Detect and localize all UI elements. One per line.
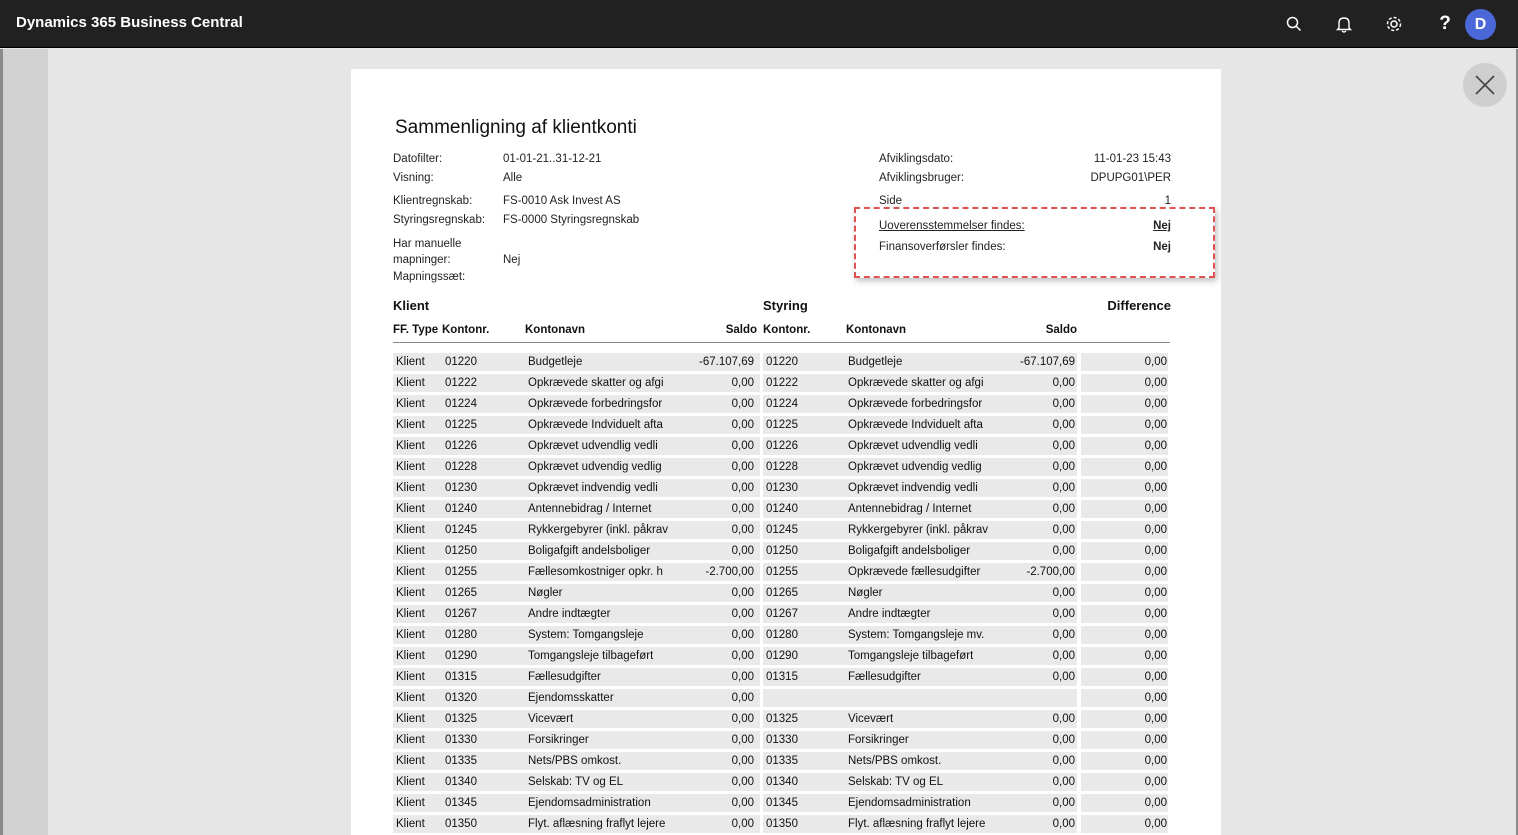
cell-ff-type: Klient: [396, 377, 425, 389]
cell-kontonr: 01267: [445, 608, 477, 620]
meta-label-datofilter: Datofilter:: [393, 153, 443, 165]
cell-styring-kontonavn: Forsikringer: [848, 734, 909, 746]
meta-label-visning: Visning:: [393, 172, 434, 184]
cell-ff-type: Klient: [396, 419, 425, 431]
meta-value-afviklingsdato: 11-01-23 15:43: [1093, 153, 1171, 165]
table-row: [393, 584, 1173, 605]
cell-styring-kontonavn: Opkrævet udvendlig vedli: [848, 440, 978, 452]
cell-saldo: 0,00: [731, 440, 754, 452]
cell-kontonavn: Opkrævet udvendlig vedli: [528, 440, 658, 452]
cell-styring-kontonavn: Antennebidrag / Internet: [848, 503, 972, 515]
cell-styring-kontonr: 01245: [766, 524, 798, 536]
meta-label-finansoverforsler: Finansoverførsler findes:: [879, 241, 1006, 253]
table-row: [393, 605, 1173, 626]
table-row: [393, 416, 1173, 437]
cell-difference: 0,00: [1144, 629, 1167, 641]
cell-kontonavn: Nets/PBS omkost.: [528, 755, 622, 767]
cell-kontonr: 01290: [445, 650, 477, 662]
cell-ff-type: Klient: [396, 671, 425, 683]
cell-styring-kontonr: 01350: [766, 818, 798, 830]
report-table: [393, 353, 1173, 835]
cell-difference: 0,00: [1144, 776, 1167, 788]
avatar[interactable]: D: [1465, 9, 1496, 40]
cell-kontonavn: Fællesudgifter: [528, 671, 601, 683]
col-header-styring-kontonr: Kontonr.: [763, 324, 811, 336]
side-panel: [3, 49, 48, 835]
cell-saldo: 0,00: [731, 818, 754, 830]
cell-saldo: -67.107,69: [699, 356, 754, 368]
cell-kontonavn: Opkrævede Indviduelt afta: [528, 419, 663, 431]
cell-saldo: 0,00: [731, 608, 754, 620]
cell-styring-saldo: 0,00: [1052, 419, 1075, 431]
col-header-styring-saldo: Saldo: [1045, 324, 1077, 336]
cell-styring-kontonr: 01230: [766, 482, 798, 494]
cell-styring-kontonavn: Flyt. aflæsning fraflyt lejere: [848, 818, 986, 830]
table-row: [393, 794, 1173, 815]
meta-value-datofilter: 01-01-21..31-12-21: [503, 153, 602, 165]
cell-styring-kontonavn: System: Tomgangsleje mv.: [848, 629, 985, 641]
cell-styring-kontonr: 01340: [766, 776, 798, 788]
cell-styring-kontonr: 01330: [766, 734, 798, 746]
cell-ff-type: Klient: [396, 356, 425, 368]
table-row: [393, 668, 1173, 689]
cell-styring-saldo: 0,00: [1052, 629, 1075, 641]
cell-difference: 0,00: [1144, 755, 1167, 767]
cell-difference: 0,00: [1144, 692, 1167, 704]
cell-styring-kontonavn: Vicevært: [848, 713, 894, 725]
table-row: [393, 353, 1173, 374]
cell-kontonr: 01240: [445, 503, 477, 515]
cell-styring-kontonavn: Ejendomsadministration: [848, 797, 971, 809]
table-row: [393, 563, 1173, 584]
cell-saldo: 0,00: [731, 419, 754, 431]
cell-styring-saldo: 0,00: [1052, 776, 1075, 788]
cell-saldo: 0,00: [731, 377, 754, 389]
cell-kontonr: 01226: [445, 440, 477, 452]
cell-styring-kontonavn: Nets/PBS omkost.: [848, 755, 942, 767]
meta-label-styringsregnskab: Styringsregnskab:: [393, 214, 486, 226]
cell-saldo: 0,00: [731, 545, 754, 557]
cell-ff-type: Klient: [396, 461, 425, 473]
cell-styring-saldo: [1003, 689, 1075, 707]
table-row: [393, 626, 1173, 647]
cell-kontonavn: Vicevært: [528, 713, 574, 725]
search-icon[interactable]: [1282, 12, 1306, 36]
cell-kontonr: 01330: [445, 734, 477, 746]
cell-styring-saldo: 0,00: [1052, 713, 1075, 725]
cell-styring-kontonr: 01226: [766, 440, 798, 452]
col-header-styring-kontonavn: Kontonavn: [846, 324, 907, 336]
meta-value-klientregnskab: FS-0010 Ask Invest AS: [503, 195, 621, 207]
app-title[interactable]: Dynamics 365 Business Central: [16, 14, 243, 31]
cell-styring-kontonr: 01250: [766, 545, 798, 557]
cell-saldo: 0,00: [731, 692, 754, 704]
cell-kontonr: 01225: [445, 419, 477, 431]
meta-value-styringsregnskab: FS-0000 Styringsregnskab: [503, 214, 640, 226]
cell-styring-kontonr: 01224: [766, 398, 798, 410]
cell-styring-saldo: 0,00: [1052, 734, 1075, 746]
meta-label-manuelle-1: Har manuelle: [393, 238, 462, 250]
cell-ff-type: Klient: [396, 692, 425, 704]
col-header-saldo: Saldo: [725, 324, 757, 336]
meta-value-finansoverforsler: Nej: [1153, 241, 1171, 253]
cell-ff-type: Klient: [396, 734, 425, 746]
table-row: [393, 647, 1173, 668]
cell-styring-kontonavn: Boligafgift andelsboliger: [848, 545, 971, 557]
meta-label-mapningssaet: Mapningssæt:: [393, 271, 466, 283]
cell-styring-kontonr: 01265: [766, 587, 798, 599]
cell-styring-kontonr: 01222: [766, 377, 798, 389]
cell-kontonr: 01222: [445, 377, 477, 389]
help-icon[interactable]: ?: [1439, 13, 1451, 34]
cell-difference: 0,00: [1144, 482, 1167, 494]
cell-ff-type: Klient: [396, 650, 425, 662]
cell-styring-saldo: 0,00: [1052, 482, 1075, 494]
cell-kontonavn: Ejendomsskatter: [528, 692, 614, 704]
section-header-klient: Klient: [393, 298, 430, 313]
cell-kontonavn: Rykkergebyrer (inkl. påkrav: [528, 524, 668, 536]
cell-styring-saldo: 0,00: [1052, 377, 1075, 389]
cell-styring-kontonavn: Opkrævede fællesudgifter: [848, 566, 981, 578]
cell-kontonavn: System: Tomgangsleje: [528, 629, 644, 641]
cell-ff-type: Klient: [396, 566, 425, 578]
cell-styring-kontonavn: Opkrævede forbedringsfor: [848, 398, 983, 410]
section-header-styring: Styring: [763, 298, 808, 313]
cell-ff-type: Klient: [396, 797, 425, 809]
meta-label-klientregnskab: Klientregnskab:: [393, 195, 473, 207]
cell-kontonr: 01245: [445, 524, 477, 536]
cell-ff-type: Klient: [396, 545, 425, 557]
cell-kontonavn: Antennebidrag / Internet: [528, 503, 652, 515]
cell-kontonr: 01315: [445, 671, 477, 683]
cell-kontonr: 01230: [445, 482, 477, 494]
cell-saldo: -2.700,00: [705, 566, 754, 578]
cell-ff-type: Klient: [396, 818, 425, 830]
cell-styring-kontonavn: Opkrævet udvendig vedlig: [848, 461, 982, 473]
cell-kontonr: 01250: [445, 545, 477, 557]
cell-kontonavn: Opkrævede forbedringsfor: [528, 398, 663, 410]
cell-kontonr: 01255: [445, 566, 477, 578]
meta-value-visning: Alle: [503, 172, 523, 184]
cell-difference: 0,00: [1144, 818, 1167, 830]
cell-saldo: 0,00: [731, 755, 754, 767]
cell-difference: 0,00: [1144, 398, 1167, 410]
cell-styring-kontonr: 01225: [766, 419, 798, 431]
cell-saldo: 0,00: [731, 671, 754, 683]
cell-styring-saldo: 0,00: [1052, 503, 1075, 515]
table-row: [393, 374, 1173, 395]
cell-styring-saldo: -67.107,69: [1020, 356, 1075, 368]
meta-label-afviklingsbruger: Afviklingsbruger:: [879, 172, 965, 184]
cell-kontonavn: Fællesomkostniger opkr. h: [528, 566, 663, 578]
cell-styring-saldo: 0,00: [1052, 818, 1075, 830]
cell-saldo: 0,00: [731, 776, 754, 788]
cell-saldo: 0,00: [731, 629, 754, 641]
cell-difference: 0,00: [1144, 734, 1167, 746]
cell-styring-kontonr: 01345: [766, 797, 798, 809]
cell-kontonavn: Nøgler: [528, 587, 563, 599]
table-row: [393, 752, 1173, 773]
cell-saldo: 0,00: [731, 398, 754, 410]
cell-difference: 0,00: [1144, 671, 1167, 683]
highlight-box: [854, 207, 1215, 278]
cell-styring-kontonavn: Nøgler: [848, 587, 883, 599]
close-icon: [1474, 74, 1496, 96]
cell-difference: 0,00: [1144, 608, 1167, 620]
cell-difference: 0,00: [1144, 440, 1167, 452]
cell-styring-kontonavn: Andre indtægter: [848, 608, 931, 620]
cell-kontonr: 01340: [445, 776, 477, 788]
cell-styring-saldo: 0,00: [1052, 608, 1075, 620]
cell-styring-kontonavn: Fællesudgifter: [848, 671, 921, 683]
cell-saldo: 0,00: [731, 461, 754, 473]
cell-styring-kontonr: 01220: [766, 356, 798, 368]
table-row: [393, 395, 1173, 416]
cell-difference: 0,00: [1144, 377, 1167, 389]
meta-value-uoverensstemmelser[interactable]: Nej: [1153, 220, 1171, 232]
cell-saldo: 0,00: [731, 797, 754, 809]
cell-difference: 0,00: [1144, 650, 1167, 662]
cell-styring-saldo: 0,00: [1052, 440, 1075, 452]
table-row: [393, 458, 1173, 479]
top-bar: [0, 0, 1518, 48]
cell-styring-saldo: 0,00: [1052, 461, 1075, 473]
cell-difference: 0,00: [1144, 524, 1167, 536]
cell-kontonr: 01325: [445, 713, 477, 725]
meta-label-afviklingsdato: Afviklingsdato:: [879, 153, 954, 165]
table-row: [393, 773, 1173, 794]
cell-kontonavn: Selskab: TV og EL: [528, 776, 624, 788]
cell-ff-type: Klient: [396, 440, 425, 452]
col-header-ff-type: FF. Type: [393, 324, 439, 336]
report-page: [351, 69, 1221, 835]
cell-styring-saldo: 0,00: [1052, 671, 1075, 683]
cell-styring-kontonr: 01280: [766, 629, 798, 641]
cell-ff-type: Klient: [396, 482, 425, 494]
cell-ff-type: Klient: [396, 713, 425, 725]
cell-styring-kontonavn: Opkrævede Indviduelt afta: [848, 419, 983, 431]
cell-difference: 0,00: [1144, 566, 1167, 578]
cell-styring-kontonr: 01325: [766, 713, 798, 725]
table-row: [393, 710, 1173, 731]
cell-difference: 0,00: [1144, 461, 1167, 473]
meta-value-afviklingsbruger: DPUPG01\PER: [1090, 172, 1171, 184]
cell-ff-type: Klient: [396, 503, 425, 515]
table-row: [393, 521, 1173, 542]
cell-saldo: 0,00: [731, 503, 754, 515]
cell-kontonavn: Boligafgift andelsboliger: [528, 545, 651, 557]
meta-label-manuelle-2: mapninger:: [393, 254, 451, 266]
cell-saldo: 0,00: [731, 650, 754, 662]
cell-kontonavn: Opkrævede skatter og afgi: [528, 377, 664, 389]
cell-styring-kontonavn: Budgetleje: [848, 356, 903, 368]
cell-difference: 0,00: [1144, 713, 1167, 725]
cell-difference: 0,00: [1144, 545, 1167, 557]
cell-saldo: 0,00: [731, 713, 754, 725]
cell-kontonr: 01345: [445, 797, 477, 809]
col-header-kontonr: Kontonr.: [442, 324, 490, 336]
cell-styring-kontonr: 01267: [766, 608, 798, 620]
cell-kontonavn: Opkrævet udvendig vedlig: [528, 461, 662, 473]
cell-ff-type: Klient: [396, 524, 425, 536]
report-title: Sammenligning af klientkonti: [395, 117, 637, 138]
cell-kontonavn: Budgetleje: [528, 356, 583, 368]
cell-kontonr: 01224: [445, 398, 477, 410]
cell-kontonr: 01350: [445, 818, 477, 830]
cell-ff-type: Klient: [396, 629, 425, 641]
cell-styring-kontonavn: [848, 689, 1003, 707]
cell-difference: 0,00: [1144, 587, 1167, 599]
cell-kontonavn: Forsikringer: [528, 734, 589, 746]
meta-label-uoverensstemmelser[interactable]: Uoverensstemmelser findes:: [879, 220, 1025, 232]
cell-styring-kontonavn: Opkrævede skatter og afgi: [848, 377, 984, 389]
table-row: [393, 815, 1173, 835]
header-divider: [393, 342, 1170, 343]
cell-saldo: 0,00: [731, 524, 754, 536]
cell-ff-type: Klient: [396, 587, 425, 599]
cell-saldo: 0,00: [731, 482, 754, 494]
cell-ff-type: Klient: [396, 608, 425, 620]
section-header-difference: Difference: [1107, 298, 1171, 313]
cell-styring-saldo: 0,00: [1052, 587, 1075, 599]
table-row: [393, 479, 1173, 500]
cell-styring-kontonr: 01255: [766, 566, 798, 578]
cell-styring-kontonavn: Tomgangsleje tilbageført: [848, 650, 974, 662]
meta-value-manuelle: Nej: [503, 254, 521, 266]
cell-styring-kontonavn: Rykkergebyrer (inkl. påkrav: [848, 524, 988, 536]
cell-styring-saldo: 0,00: [1052, 524, 1075, 536]
table-row: [393, 689, 1173, 710]
cell-kontonavn: Flyt. aflæsning fraflyt lejere: [528, 818, 666, 830]
cell-styring-kontonr: 01240: [766, 503, 798, 515]
table-row: [393, 437, 1173, 458]
table-row: [393, 731, 1173, 752]
cell-difference: 0,00: [1144, 356, 1167, 368]
cell-kontonavn: Tomgangsleje tilbageført: [528, 650, 654, 662]
cell-kontonavn: Ejendomsadministration: [528, 797, 651, 809]
cell-styring-kontonavn: Selskab: TV og EL: [848, 776, 944, 788]
cell-ff-type: Klient: [396, 755, 425, 767]
close-button[interactable]: [1463, 63, 1507, 107]
cell-styring-saldo: 0,00: [1052, 398, 1075, 410]
gear-icon[interactable]: [1382, 12, 1406, 36]
cell-kontonr: 01280: [445, 629, 477, 641]
cell-kontonr: 01265: [445, 587, 477, 599]
col-header-kontonavn: Kontonavn: [525, 324, 586, 336]
bell-icon[interactable]: [1332, 12, 1356, 36]
cell-saldo: 0,00: [731, 587, 754, 599]
cell-kontonavn: Opkrævet indvendig vedli: [528, 482, 658, 494]
cell-styring-saldo: 0,00: [1052, 545, 1075, 557]
cell-styring-kontonr: 01335: [766, 755, 798, 767]
meta-label-side: Side: [879, 195, 903, 207]
cell-styring-saldo: 0,00: [1052, 755, 1075, 767]
cell-ff-type: Klient: [396, 776, 425, 788]
cell-saldo: 0,00: [731, 734, 754, 746]
cell-kontonr: 01220: [445, 356, 477, 368]
cell-styring-kontonr: 01290: [766, 650, 798, 662]
cell-difference: 0,00: [1144, 419, 1167, 431]
cell-styring-kontonavn: Opkrævet indvendig vedli: [848, 482, 978, 494]
cell-styring-saldo: 0,00: [1052, 650, 1075, 662]
cell-kontonavn: Andre indtægter: [528, 608, 611, 620]
cell-styring-kontonr: [766, 689, 844, 707]
table-row: [393, 500, 1173, 521]
cell-ff-type: Klient: [396, 398, 425, 410]
cell-styring-saldo: 0,00: [1052, 797, 1075, 809]
cell-styring-saldo: -2.700,00: [1026, 566, 1075, 578]
cell-difference: 0,00: [1144, 503, 1167, 515]
cell-difference: 0,00: [1144, 797, 1167, 809]
cell-styring-kontonr: 01228: [766, 461, 798, 473]
table-row: [393, 542, 1173, 563]
cell-kontonr: 01228: [445, 461, 477, 473]
cell-kontonr: 01320: [445, 692, 477, 704]
cell-styring-kontonr: 01315: [766, 671, 798, 683]
cell-kontonr: 01335: [445, 755, 477, 767]
meta-value-side: 1: [1164, 195, 1171, 207]
